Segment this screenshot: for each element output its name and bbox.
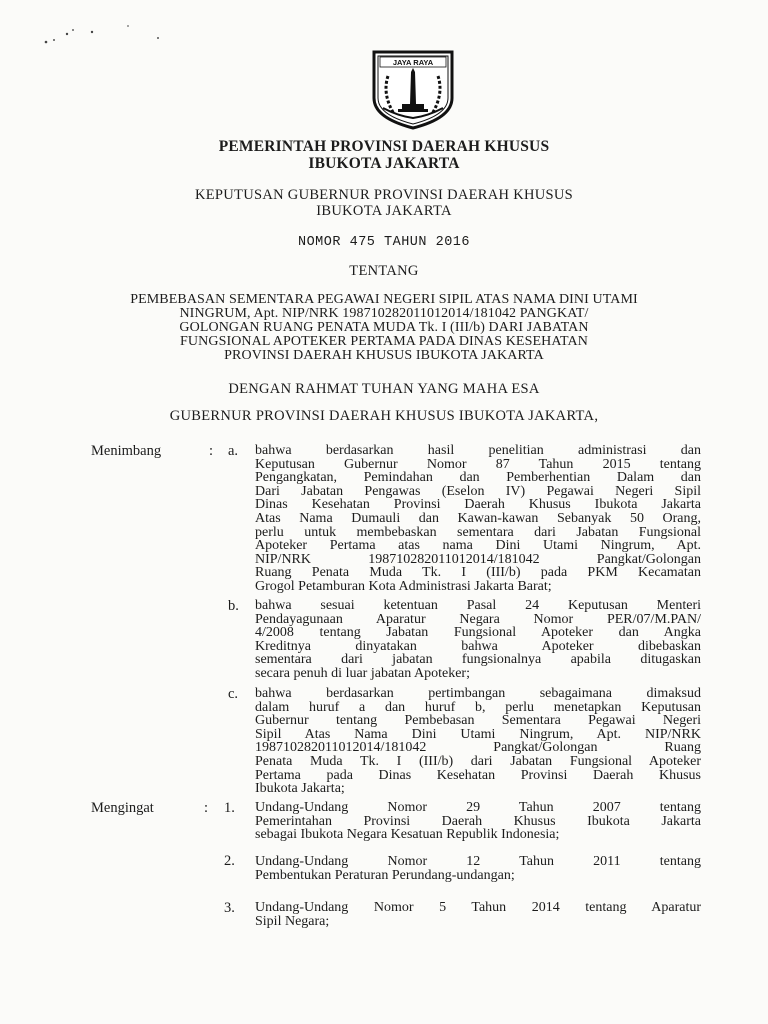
text-line: Undang-Undang Nomor 29 Tahun 2007 tentang (255, 800, 701, 815)
menimbang-marker-b: b. (228, 598, 239, 614)
text-line: Sipil Atas Nama Dini Utami Ningrum, Apt. NIP/NRK (255, 726, 701, 742)
text-line: Gubernur tentang Pembebasan Sementara Pegawai Negeri (255, 713, 701, 729)
menimbang-item-c (255, 687, 701, 796)
menimbang-item-a (255, 444, 701, 594)
subject-line: PROVINSI DAERAH KHUSUS IBUKOTA JAKARTA (224, 348, 544, 363)
text-line: Pertama pada Dinas Kesehatan Provinsi Daerah Khusus (255, 767, 701, 783)
text-line: Kreditnya dinyatakan bahwa Apoteker dibebaskan (255, 638, 701, 654)
text-line: Keputusan Gubernur Nomor 87 Tahun 2015 tentang (255, 456, 701, 472)
tentang-heading: TENTANG (349, 263, 419, 279)
scan-speckles (40, 22, 180, 52)
menimbang-marker-a: a. (228, 443, 239, 459)
decree-title-line-1: KEPUTUSAN GUBERNUR PROVINSI DAERAH KHUSUS (194, 187, 574, 203)
gubernur-line: GUBERNUR PROVINSI DAERAH KHUSUS IBUKOTA JAKARTA, (169, 408, 599, 424)
menimbang-colon: : (209, 443, 214, 459)
text-line: 198710282011012014/181042 Pangkat/Golongan Ruang (255, 740, 701, 756)
text-line: Dinas Kesehatan Provinsi Daerah Khusus Ibukota Jakarta (255, 497, 701, 513)
text-line: Ruang Penata Muda Tk. I (III/b) pada PKM Kecamatan (255, 565, 701, 581)
text-line: Apoteker Pertama atas nama Dini Utami Ningrum, Apt. (255, 538, 701, 554)
text-line: Dari Jabatan Pengawas (Eselon IV) Pegawai Negeri Sipil (255, 483, 701, 499)
mengingat-marker-2: 2. (224, 853, 235, 869)
text-line: Penata Muda Tk. I (III/b) dari Jabatan Fungsional Apoteker (255, 753, 701, 769)
mengingat-marker-1: 1. (224, 800, 235, 816)
text-line: 4/2008 tentang Jabatan Fungsional Apoteker dan Angka (255, 625, 701, 641)
decree-title-line-2: IBUKOTA JAKARTA (316, 203, 452, 219)
government-name-line-1: PEMERINTAH PROVINSI DAERAH KHUSUS (218, 138, 550, 155)
text-line: secara penuh di luar jabatan Apoteker; (255, 665, 470, 681)
mengingat-item-3 (255, 901, 701, 928)
text-line: Undang-Undang Nomor 12 Tahun 2011 tentang (255, 854, 701, 869)
text-line: sebagai Ibukota Negara Kesatuan Republik Indonesia; (255, 827, 560, 843)
text-line: Pembentukan Peraturan Perundang-undangan; (255, 867, 515, 883)
mengingat-colon: : (204, 800, 209, 816)
menimbang-label: Menimbang (91, 443, 162, 459)
text-line: NIP/NRK 198710282011012014/181042 Pangkat/Golongan (255, 551, 701, 567)
rahmat-line: DENGAN RAHMAT TUHAN YANG MAHA ESA (228, 381, 540, 397)
subject-line: FUNGSIONAL APOTEKER PERTAMA PADA DINAS KESEHATAN (180, 334, 588, 349)
mengingat-marker-3: 3. (224, 900, 235, 916)
subject-line: GOLONGAN RUANG PENATA MUDA Tk. I (III/b) DARI JABATAN (179, 320, 589, 335)
menimbang-marker-c: c. (228, 686, 239, 702)
text-line: Atas Nama Dumauli dan Kawan-kawan Sebanyak 50 Orang, (255, 510, 701, 526)
mengingat-item-2 (255, 855, 701, 882)
text-line: Grogol Petamburan Kota Administrasi Jakarta Barat; (255, 578, 552, 594)
emblem-text: JAYA RAYA (392, 58, 434, 67)
text-line: Pengangkatan, Pemindahan dan Pemberhentian Dalam dan (255, 470, 701, 486)
mengingat-label: Mengingat (91, 800, 154, 816)
jakarta-emblem-icon (368, 46, 458, 130)
text-line: perlu untuk membebaskan sementara dari Jabatan Fungsional (255, 524, 701, 540)
menimbang-item-b (255, 599, 701, 681)
decree-number: NOMOR 475 TAHUN 2016 (297, 235, 471, 250)
text-line: sementara dari jabatan fungsionalnya apabila ditugaskan (255, 652, 701, 668)
decree-subject (0, 293, 768, 363)
text-line: bahwa sesuai ketentuan Pasal 24 Keputusan Menteri (255, 598, 701, 613)
text-line: bahwa berdasarkan pertimbangan sebagaimana dimaksud (255, 686, 701, 701)
government-name-line-2: IBUKOTA JAKARTA (308, 155, 460, 172)
text-line: Sipil Negara; (255, 913, 330, 929)
text-line: Ibukota Jakarta; (255, 781, 345, 797)
text-line: Pemerintahan Provinsi Daerah Khusus Ibukota Jakarta (255, 813, 701, 829)
text-line: dalam huruf a dan huruf b, perlu menetapkan Keputusan (255, 699, 701, 715)
text-line: Pendayagunaan Aparatur Negara Nomor PER/07/M.PAN/ (255, 611, 701, 627)
mengingat-item-1 (255, 801, 701, 842)
subject-line: PEMBEBASAN SEMENTARA PEGAWAI NEGERI SIPIL ATAS NAMA DINI UTAMI (130, 292, 638, 307)
subject-line: NINGRUM, Apt. NIP/NRK 198710282011012014/181042 PANGKAT/ (179, 306, 589, 321)
text-line: Undang-Undang Nomor 5 Tahun 2014 tentang Aparatur (255, 900, 701, 915)
text-line: bahwa berdasarkan hasil penelitian administrasi dan (255, 443, 701, 458)
